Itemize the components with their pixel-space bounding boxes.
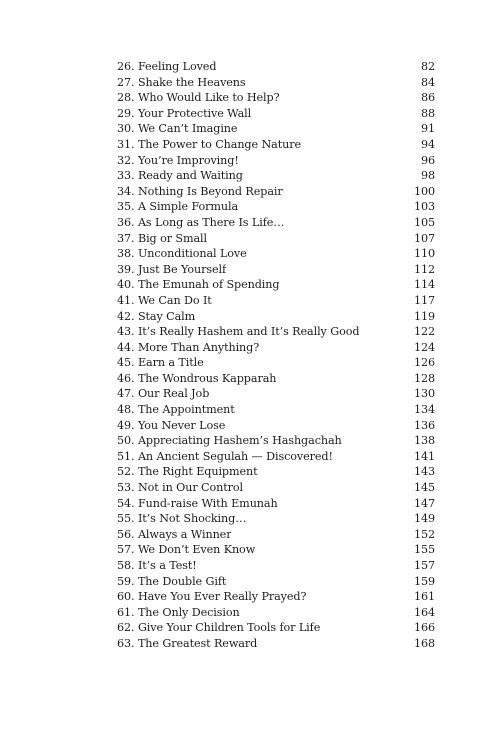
toc-entry-title: 31. The Power to Change Nature <box>117 137 301 151</box>
toc-entry <box>117 215 435 231</box>
toc-entry-page-number: 161 <box>413 590 435 604</box>
toc-entry-title: 53. Not in Our Control <box>117 481 244 495</box>
toc-entry <box>117 168 435 184</box>
toc-entry <box>117 589 435 605</box>
toc-entry-page-number: 124 <box>413 340 435 354</box>
toc-entry-page-number: 112 <box>413 262 435 276</box>
toc-entry-page-number: 117 <box>413 293 435 307</box>
toc-entry-title: 46. The Wondrous Kapparah <box>117 371 277 385</box>
table-of-contents <box>117 59 435 652</box>
toc-entry-page-number: 141 <box>413 449 435 463</box>
toc-entry <box>117 620 435 636</box>
toc-entry-title: 60. Have You Ever Really Prayed? <box>117 590 307 604</box>
toc-entry-page-number: 88 <box>420 106 435 120</box>
toc-entry-page-number: 130 <box>413 387 435 401</box>
toc-entry-page-number: 134 <box>413 403 435 417</box>
toc-entry-title: 51. An Ancient Segulah — Discovered! <box>117 449 333 463</box>
toc-entry <box>117 574 435 590</box>
toc-entry <box>117 480 435 496</box>
toc-entry-title: 56. Always a Winner <box>117 527 232 541</box>
toc-entry-page-number: 157 <box>413 559 435 572</box>
toc-entry-title: 39. Just Be Yourself <box>117 262 227 276</box>
toc-entry-title: 36. As Long as There Is Life… <box>117 215 285 229</box>
toc-entry-title: 52. The Right Equipment <box>117 465 258 479</box>
toc-entry <box>117 121 435 137</box>
toc-entry <box>117 418 435 434</box>
toc-entry-page-number: 86 <box>420 91 435 105</box>
toc-entry-title: 41. We Can Do It <box>117 293 212 307</box>
toc-entry <box>117 605 435 621</box>
toc-entry-title: 48. The Appointment <box>117 403 235 417</box>
toc-entry-page-number: 122 <box>413 325 435 339</box>
toc-entry-page-number: 128 <box>413 371 435 385</box>
toc-entry-title: 29. Your Protective Wall <box>117 106 252 120</box>
toc-entry-title: 55. It’s Not Shocking… <box>117 512 247 526</box>
toc-entry-page-number: 105 <box>413 215 435 229</box>
toc-entry-page-number: 110 <box>413 247 435 261</box>
toc-entry-title: 47. Our Real Job <box>117 387 210 401</box>
toc-entry-title: 33. Ready and Waiting <box>117 169 243 183</box>
toc-entry-title: 61. The Only Decision <box>117 605 240 619</box>
toc-entry-page-number: 159 <box>413 574 435 588</box>
toc-entry <box>117 293 435 309</box>
toc-entry <box>117 199 435 215</box>
toc-entry-title: 32. You’re Improving! <box>117 153 239 167</box>
toc-entry <box>117 324 435 340</box>
toc-entry <box>117 231 435 247</box>
toc-entry <box>117 449 435 465</box>
toc-entry-page-number: 138 <box>413 434 435 448</box>
toc-entry-title: 44. More Than Anything? <box>117 340 260 354</box>
toc-entry <box>117 433 435 449</box>
toc-entry <box>117 277 435 293</box>
toc-entry-title: 54. Fund-raise With Emunah <box>117 496 278 510</box>
toc-entry-page-number: 100 <box>413 184 435 198</box>
toc-entry-page-number: 96 <box>420 153 435 167</box>
toc-entry <box>117 75 435 91</box>
toc-entry-title: 27. Shake the Heavens <box>117 75 246 89</box>
toc-entry-title: 30. We Can’t Imagine <box>117 122 238 136</box>
toc-entry-page-number: 166 <box>413 621 435 635</box>
toc-entry-title: 35. A Simple Formula <box>117 200 239 214</box>
toc-entry <box>117 340 435 356</box>
toc-entry <box>117 527 435 543</box>
toc-entry-page-number: 82 <box>420 60 435 73</box>
toc-entry-title: 37. Big or Small <box>117 231 208 245</box>
toc-entry <box>117 636 435 652</box>
toc-entry <box>117 153 435 169</box>
toc-entry <box>117 59 435 75</box>
toc-entry-page-number: 152 <box>413 527 435 541</box>
toc-entry <box>117 558 435 574</box>
toc-entry <box>117 371 435 387</box>
toc-entry <box>117 137 435 153</box>
toc-entry-page-number: 114 <box>413 278 435 292</box>
toc-entry <box>117 309 435 325</box>
toc-entry-title: 42. Stay Calm <box>117 309 196 323</box>
toc-entry-page-number: 126 <box>413 356 435 370</box>
toc-entry-title: 50. Appreciating Hashem’s Hashgachah <box>117 434 342 448</box>
toc-entry <box>117 246 435 262</box>
toc-entry <box>117 542 435 558</box>
toc-entry <box>117 262 435 278</box>
toc-entry-title: 49. You Never Lose <box>117 418 226 432</box>
toc-entry-title: 38. Unconditional Love <box>117 247 247 261</box>
toc-entry-title: 28. Who Would Like to Help? <box>117 91 280 105</box>
toc-entry-page-number: 94 <box>420 137 435 151</box>
toc-entry-page-number: 136 <box>413 418 435 432</box>
toc-entry-title: 58. It’s a Test! <box>117 559 197 572</box>
toc-entry <box>117 106 435 122</box>
toc-entry <box>117 511 435 527</box>
toc-entry-page-number: 84 <box>420 75 435 89</box>
toc-entry <box>117 402 435 418</box>
toc-entry-page-number: 149 <box>413 512 435 526</box>
toc-entry-page-number: 107 <box>413 231 435 245</box>
toc-entry-page-number: 103 <box>413 200 435 214</box>
toc-entry-page-number: 143 <box>413 465 435 479</box>
toc-entry <box>117 496 435 512</box>
toc-entry-title: 45. Earn a Title <box>117 356 204 370</box>
toc-entry <box>117 184 435 200</box>
toc-entry-title: 63. The Greatest Reward <box>117 636 258 650</box>
toc-entry <box>117 355 435 371</box>
toc-entry-title: 43. It’s Really Hashem and It’s Really Good <box>117 325 360 339</box>
toc-entry-title: 26. Feeling Loved <box>117 60 217 73</box>
toc-entry-title: 40. The Emunah of Spending <box>117 278 280 292</box>
toc-entry-page-number: 164 <box>413 605 435 619</box>
toc-entry <box>117 90 435 106</box>
toc-entry-title: 59. The Double Gift <box>117 574 227 588</box>
toc-entry-page-number: 119 <box>413 309 435 323</box>
toc-entry-page-number: 98 <box>420 169 435 183</box>
toc-entry-page-number: 155 <box>413 543 435 557</box>
toc-entry-page-number: 147 <box>413 496 435 510</box>
toc-entry <box>117 464 435 480</box>
toc-entry <box>117 386 435 402</box>
toc-entry-page-number: 145 <box>413 481 435 495</box>
toc-entry-title: 62. Give Your Children Tools for Life <box>117 621 321 635</box>
toc-entry-title: 57. We Don’t Even Know <box>117 543 256 557</box>
toc-entry-title: 34. Nothing Is Beyond Repair <box>117 184 283 198</box>
toc-entry-page-number: 91 <box>420 122 435 136</box>
toc-entry-page-number: 168 <box>413 636 435 650</box>
